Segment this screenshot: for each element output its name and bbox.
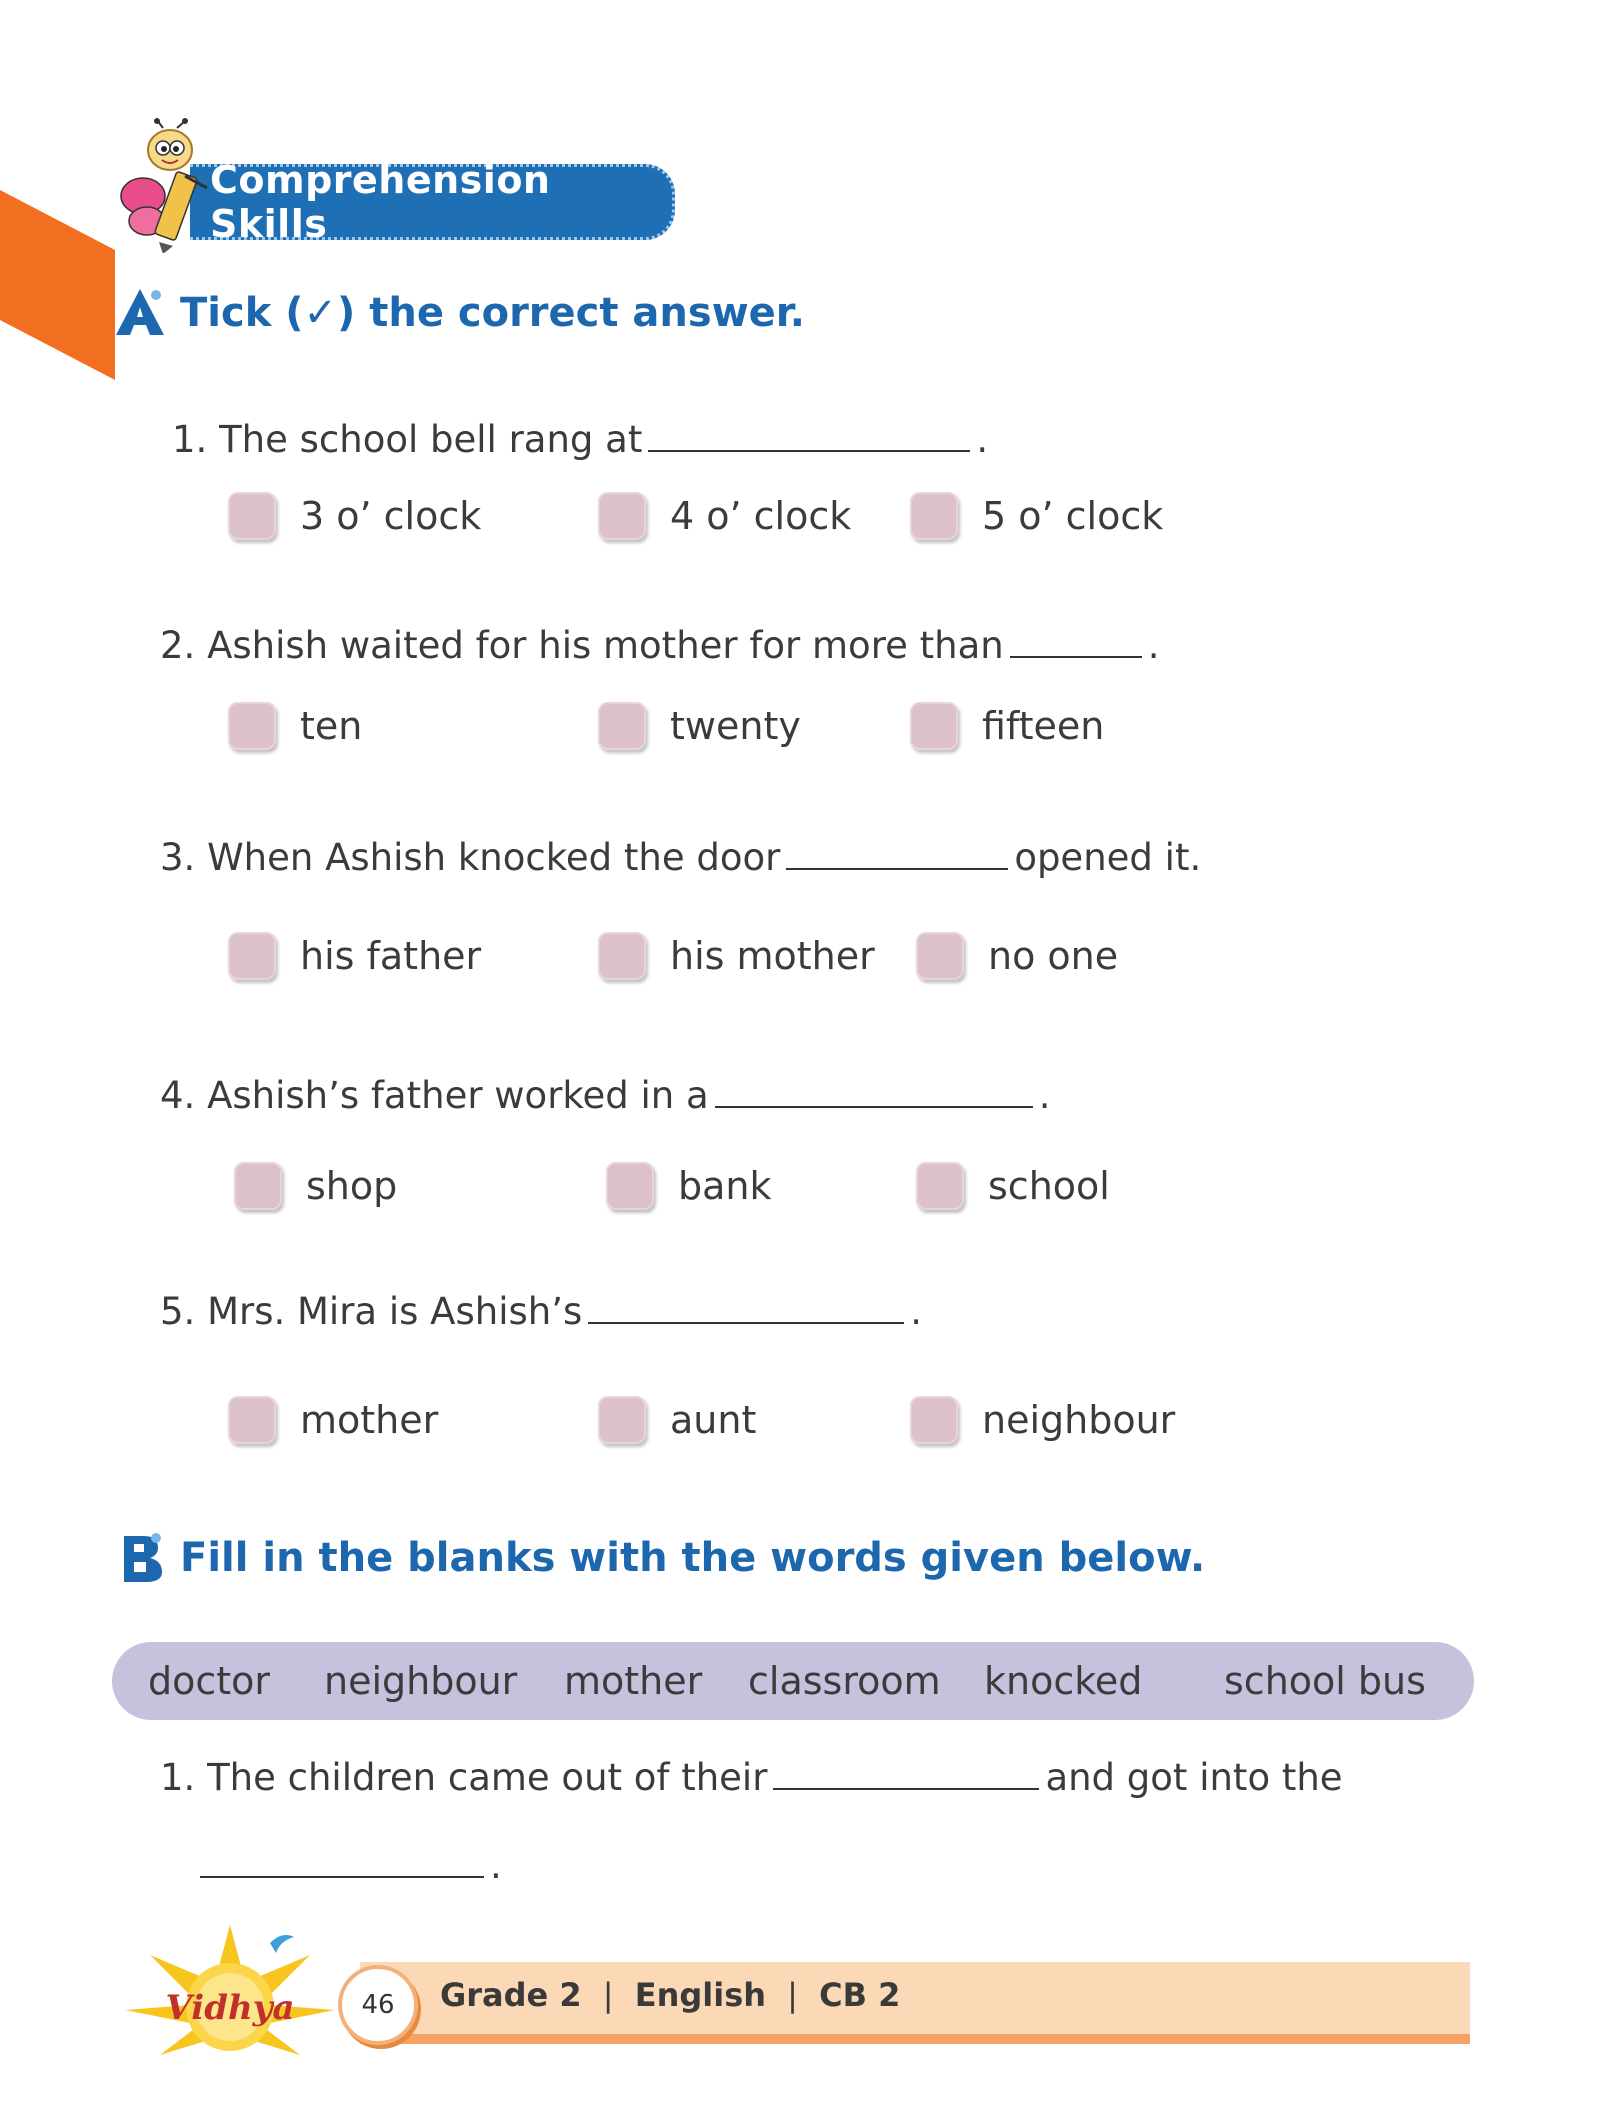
footer-separator: |	[602, 1976, 614, 2014]
checkbox[interactable]	[598, 702, 646, 750]
word-bank-item: school bus	[1224, 1659, 1426, 1703]
checkbox[interactable]	[228, 702, 276, 750]
question-4: 4. Ashish’s father worked in a .	[160, 1074, 1051, 1117]
page-number: 46	[338, 1965, 418, 2045]
q1-option-2[interactable]: 4 o’ clock	[598, 492, 851, 540]
vidhya-sun-logo	[120, 1915, 340, 2065]
word-bank-item: classroom	[748, 1659, 941, 1703]
answer-blank[interactable]	[648, 449, 970, 452]
answer-blank[interactable]	[773, 1787, 1039, 1790]
question-1: 1. The school bell rang at .	[172, 418, 989, 461]
q3-option-1[interactable]: his father	[228, 932, 481, 980]
letter-a-icon	[112, 285, 168, 341]
bee-pencil-mascot-icon	[115, 118, 235, 253]
section-a-heading	[112, 285, 805, 341]
checkbox[interactable]	[910, 492, 958, 540]
answer-blank[interactable]	[588, 1321, 904, 1324]
q5-option-3[interactable]: neighbour	[910, 1396, 1175, 1444]
word-bank	[112, 1642, 1474, 1720]
answer-blank[interactable]	[786, 867, 1008, 870]
fill-question-1: 1. The children came out of their and got into the	[160, 1756, 1343, 1799]
word-bank-item: doctor	[148, 1659, 271, 1703]
checkbox[interactable]	[916, 1162, 964, 1210]
answer-blank[interactable]	[200, 1875, 484, 1878]
q3-option-3[interactable]: no one	[916, 932, 1118, 980]
word-bank-item: knocked	[984, 1659, 1143, 1703]
q1-option-3[interactable]: 5 o’ clock	[910, 492, 1163, 540]
footer-subject: English	[634, 1976, 767, 2014]
word-bank-item: neighbour	[324, 1659, 518, 1703]
letter-b-icon	[112, 1530, 168, 1586]
section-title: Comprehension Skills	[190, 164, 675, 240]
checkbox[interactable]	[910, 702, 958, 750]
checkbox[interactable]	[234, 1162, 282, 1210]
checkbox[interactable]	[910, 1396, 958, 1444]
checkbox[interactable]	[228, 932, 276, 980]
footer-book-info	[440, 1976, 900, 2014]
q5-option-2[interactable]: aunt	[598, 1396, 756, 1444]
q2-option-3[interactable]: fifteen	[910, 702, 1104, 750]
checkbox[interactable]	[228, 492, 276, 540]
footer-separator: |	[787, 1976, 798, 2014]
svg-text:Vidhya: Vidhya	[165, 1988, 295, 2028]
question-5: 5. Mrs. Mira is Ashish’s .	[160, 1290, 923, 1333]
fill-question-1-line-2: .	[200, 1844, 502, 1887]
checkbox[interactable]	[598, 492, 646, 540]
footer-book: CB 2	[819, 1976, 901, 2014]
section-b-heading-text: Fill in the blanks with the words given below.	[180, 1535, 1206, 1581]
q4-option-1[interactable]: shop	[234, 1162, 397, 1210]
q4-option-3[interactable]: school	[916, 1162, 1110, 1210]
q2-option-1[interactable]: ten	[228, 702, 362, 750]
footer-grade: Grade 2	[440, 1976, 582, 2014]
checkbox[interactable]	[916, 932, 964, 980]
answer-blank[interactable]	[715, 1105, 1033, 1108]
checkbox[interactable]	[598, 932, 646, 980]
q2-option-2[interactable]: twenty	[598, 702, 801, 750]
q1-option-1[interactable]: 3 o’ clock	[228, 492, 481, 540]
section-b-heading	[112, 1530, 1205, 1586]
section-a-heading-text: Tick (✓) the correct answer.	[180, 290, 805, 336]
question-3: 3. When Ashish knocked the door opened it.	[160, 836, 1202, 879]
checkbox[interactable]	[598, 1396, 646, 1444]
word-bank-item: mother	[564, 1659, 703, 1703]
answer-blank[interactable]	[1010, 655, 1142, 658]
q5-option-1[interactable]: mother	[228, 1396, 438, 1444]
q4-option-2[interactable]: bank	[606, 1162, 772, 1210]
checkbox[interactable]	[606, 1162, 654, 1210]
checkbox[interactable]	[228, 1396, 276, 1444]
question-2: 2. Ashish waited for his mother for more than .	[160, 624, 1160, 667]
q3-option-2[interactable]: his mother	[598, 932, 875, 980]
section-badge	[115, 118, 675, 248]
